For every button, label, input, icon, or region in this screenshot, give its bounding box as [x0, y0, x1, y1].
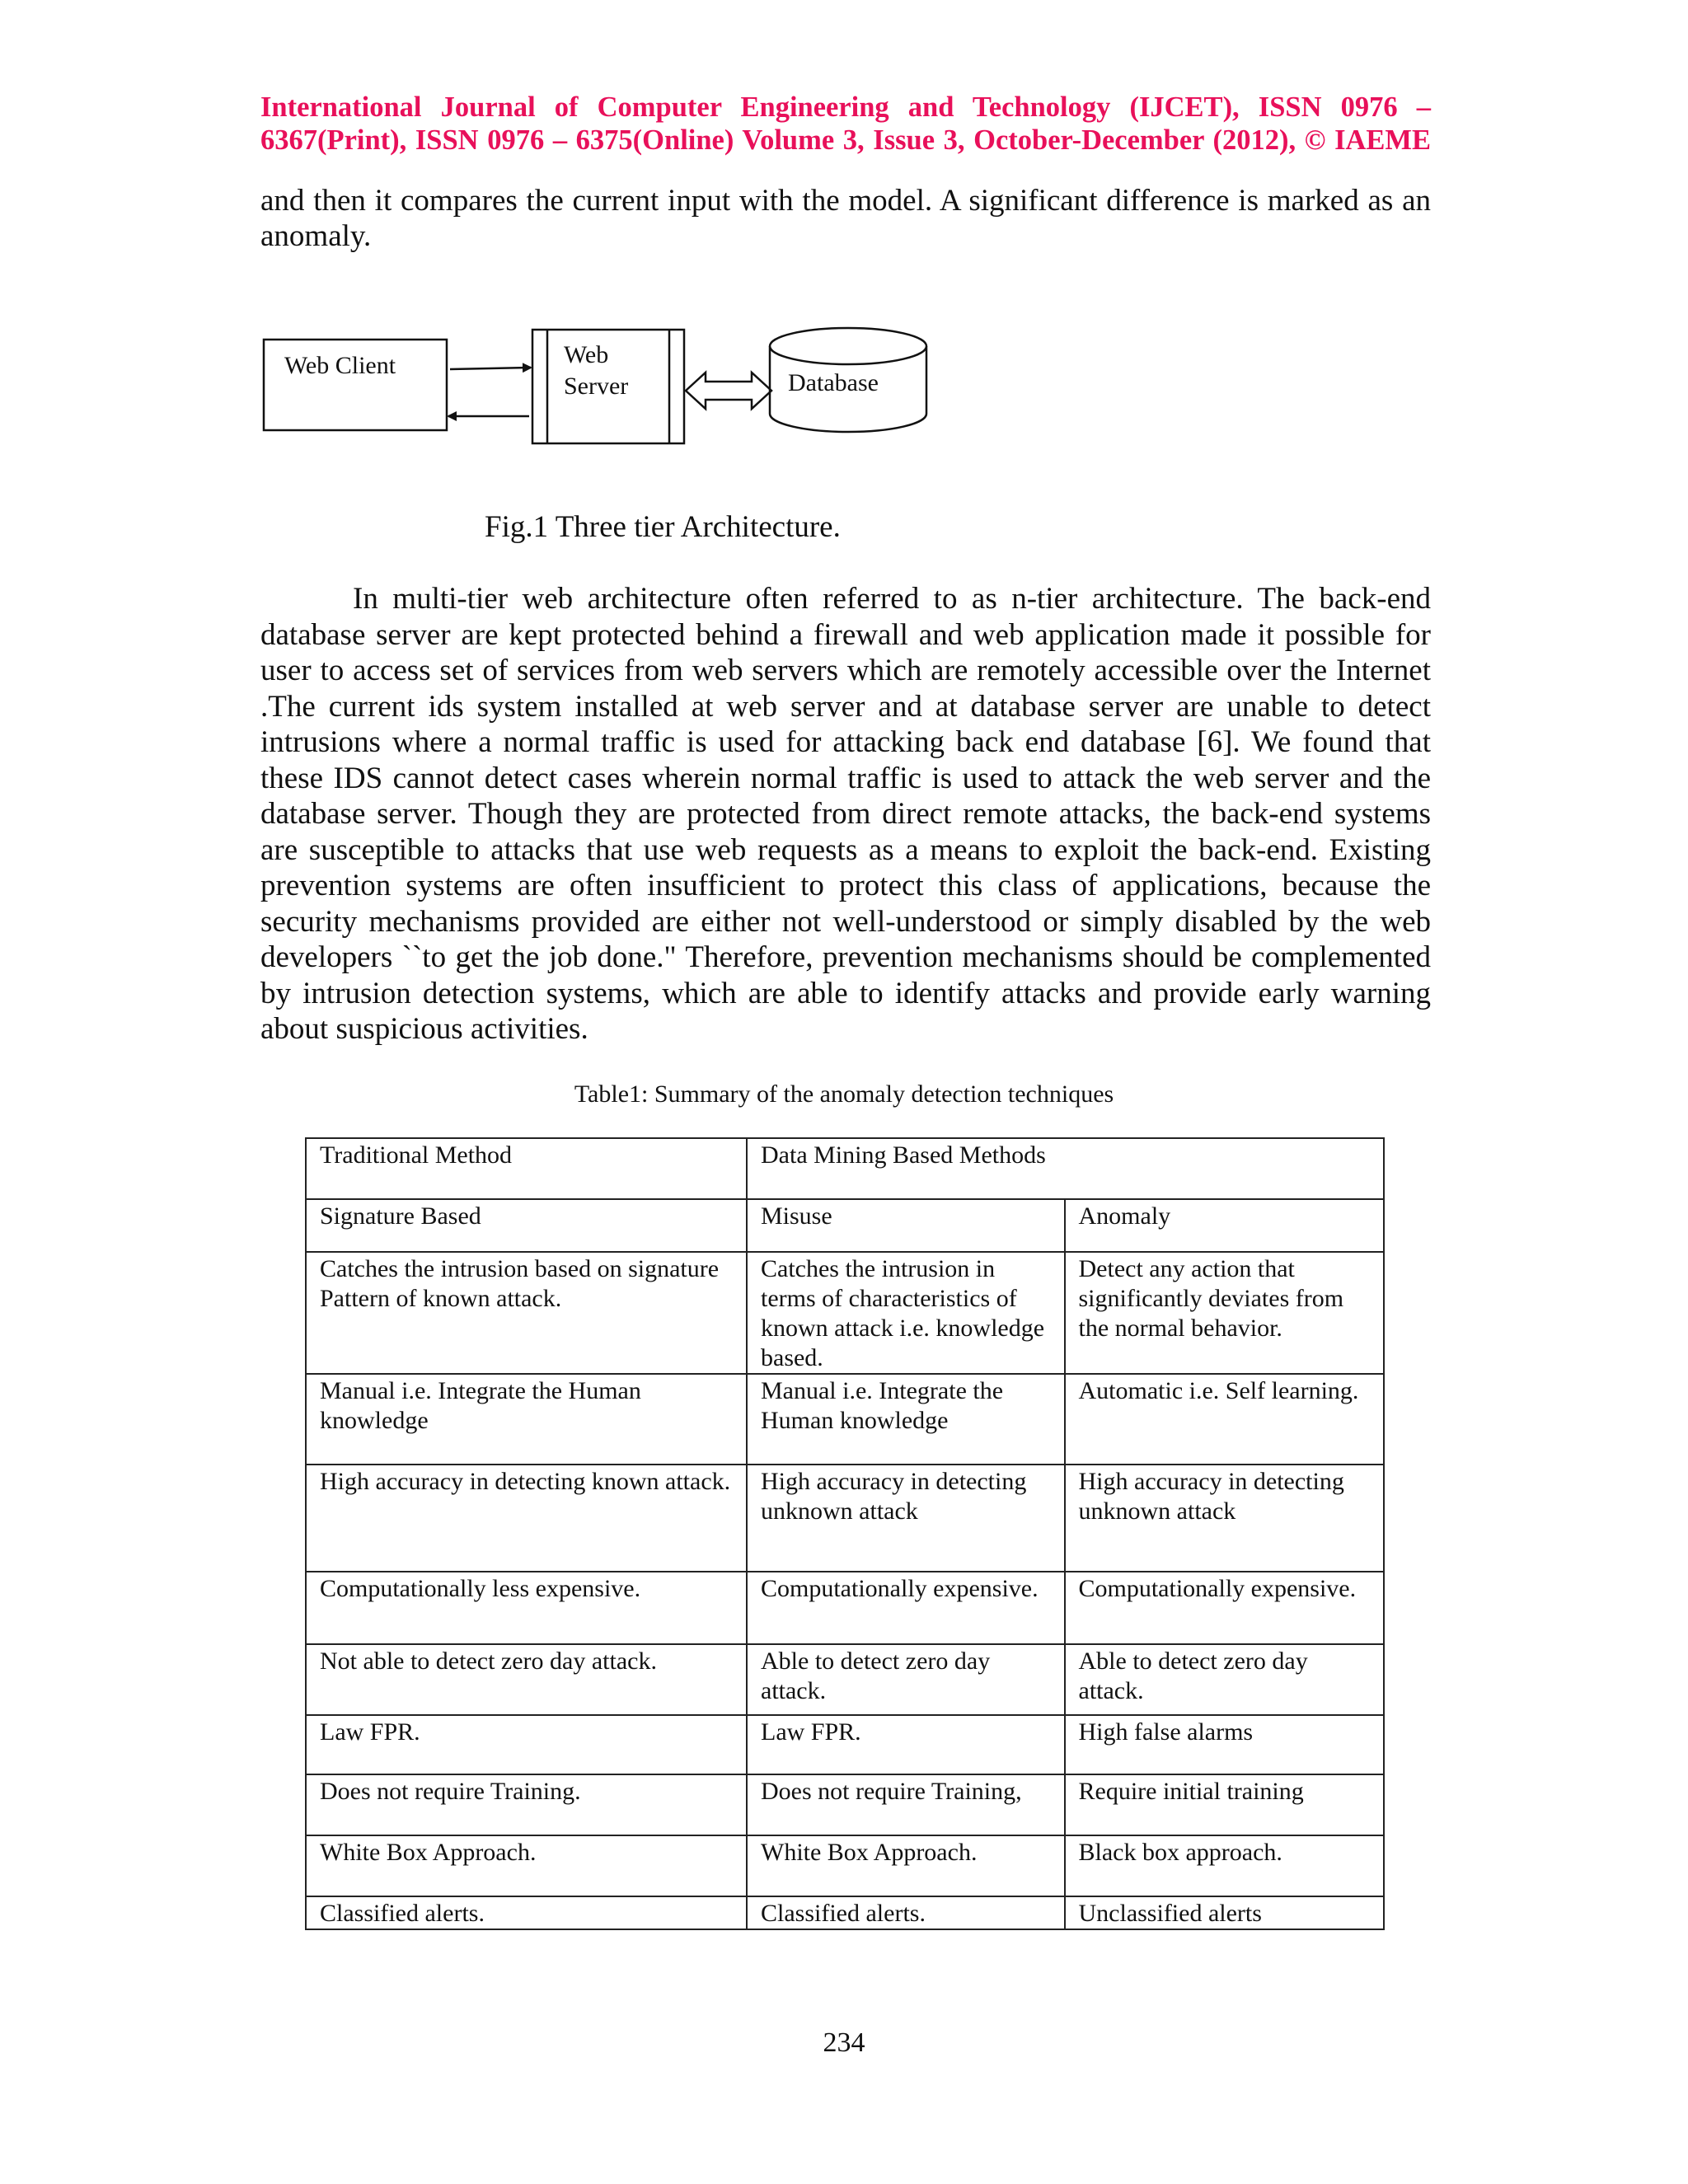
table-cell: White Box Approach. [306, 1835, 747, 1896]
table-cell: Manual i.e. Integrate the Human knowledge [306, 1374, 747, 1465]
header-anomaly: Anomaly [1065, 1199, 1385, 1252]
table-caption: Table1: Summary of the anomaly detection techniques [574, 1080, 1114, 1108]
table-cell: Catches the intrusion in terms of characteristics of known attack i.e. knowledge based. [747, 1252, 1065, 1374]
table-cell: Computationally expensive. [747, 1572, 1065, 1644]
table-cell: Require initial training [1065, 1774, 1385, 1835]
table-row [306, 1374, 1384, 1465]
table-cell: Black box approach. [1065, 1835, 1385, 1896]
header-misuse: Misuse [747, 1199, 1065, 1252]
table-cell: Law FPR. [747, 1715, 1065, 1774]
table-cell: High accuracy in detecting unknown attack [1065, 1465, 1385, 1572]
database-label: Database [788, 369, 879, 396]
table-row [306, 1835, 1384, 1896]
table-cell: Able to detect zero day attack. [747, 1644, 1065, 1715]
table-row [306, 1715, 1384, 1774]
table-cell: Detect any action that significantly deviates from the normal behavior. [1065, 1252, 1385, 1374]
table-cell: Classified alerts. [747, 1896, 1065, 1929]
table-cell: Law FPR. [306, 1715, 747, 1774]
main-paragraph-text: In multi-tier web architecture often referred to as n-tier architecture. The back-end database server are kept protected behind a firewall and web application made it possible for user to access set of services from web servers which are remotely accessible over the Internet .The current ids system installed at web server and at database server are unable to detect intrusions where a normal traffic is used for attacking back end database [6]. We found that these IDS cannot detect cases wherein normal traffic is used to attack the web server and the database server. Though they are protected from direct remote attacks, the back-end systems are susceptible to attacks that use web requests as a means to exploit the back-end. Existing prevention systems are often insufficient to protect this class of applications, because the security mechanisms provided are either not well-understood or simply disabled by the web developers ``to get the job done." Therefore, prevention mechanisms should be complemented by intrusion detection systems, which are able to identify attacks and provide early warning about suspicious activities. [260, 582, 1431, 1046]
table-cell: High accuracy in detecting known attack. [306, 1465, 747, 1572]
table-cell: Able to detect zero day attack. [1065, 1644, 1385, 1715]
header-data-mining-methods: Data Mining Based Methods [747, 1138, 1384, 1199]
table-header-row [306, 1138, 1384, 1199]
summary-table [305, 1137, 1385, 1930]
header-line-1: International Journal of Computer Engineering and Technology (IJCET), ISSN 0976 – [260, 91, 1431, 123]
table-row [306, 1252, 1384, 1374]
table-cell: Does not require Training. [306, 1774, 747, 1835]
table-cell: Classified alerts. [306, 1896, 747, 1929]
table-cell: Automatic i.e. Self learning. [1065, 1374, 1385, 1465]
server-database-arrow [686, 373, 771, 409]
main-paragraph [260, 581, 1431, 1047]
table-cell: High accuracy in detecting unknown attack [747, 1465, 1065, 1572]
header-traditional-method: Traditional Method [306, 1138, 747, 1199]
intro-paragraph: and then it compares the current input with the model. A significant difference is marked as an anomaly. [260, 184, 1431, 253]
table-row [306, 1896, 1384, 1929]
table-cell: Manual i.e. Integrate the Human knowledge [747, 1374, 1065, 1465]
table-row [306, 1572, 1384, 1644]
web-server-label-2: Server [564, 373, 629, 400]
request-arrow [450, 368, 531, 369]
table-cell: White Box Approach. [747, 1835, 1065, 1896]
table-cell: Unclassified alerts [1065, 1896, 1385, 1929]
header-signature-based: Signature Based [306, 1199, 747, 1252]
figure-caption: Fig.1 Three tier Architecture. [485, 510, 841, 544]
table-cell: Computationally less expensive. [306, 1572, 747, 1644]
web-server-label-1: Web [564, 341, 609, 368]
table-row [306, 1465, 1384, 1572]
table-cell: Catches the intrusion based on signature Pattern of known attack. [306, 1252, 747, 1374]
journal-header [260, 91, 1431, 157]
table-cell: Not able to detect zero day attack. [306, 1644, 747, 1715]
table-cell: High false alarms [1065, 1715, 1385, 1774]
table-subheader-row [306, 1199, 1384, 1252]
table-row [306, 1774, 1384, 1835]
table-cell: Does not require Training, [747, 1774, 1065, 1835]
table-row [306, 1644, 1384, 1715]
web-client-label: Web Client [284, 352, 396, 379]
header-line-2: 6367(Print), ISSN 0976 – 6375(Online) Volume 3, Issue 3, October-December (2012), © IAEME [260, 124, 1431, 156]
table-cell: Computationally expensive. [1065, 1572, 1385, 1644]
page-number: 234 [823, 2027, 865, 2058]
